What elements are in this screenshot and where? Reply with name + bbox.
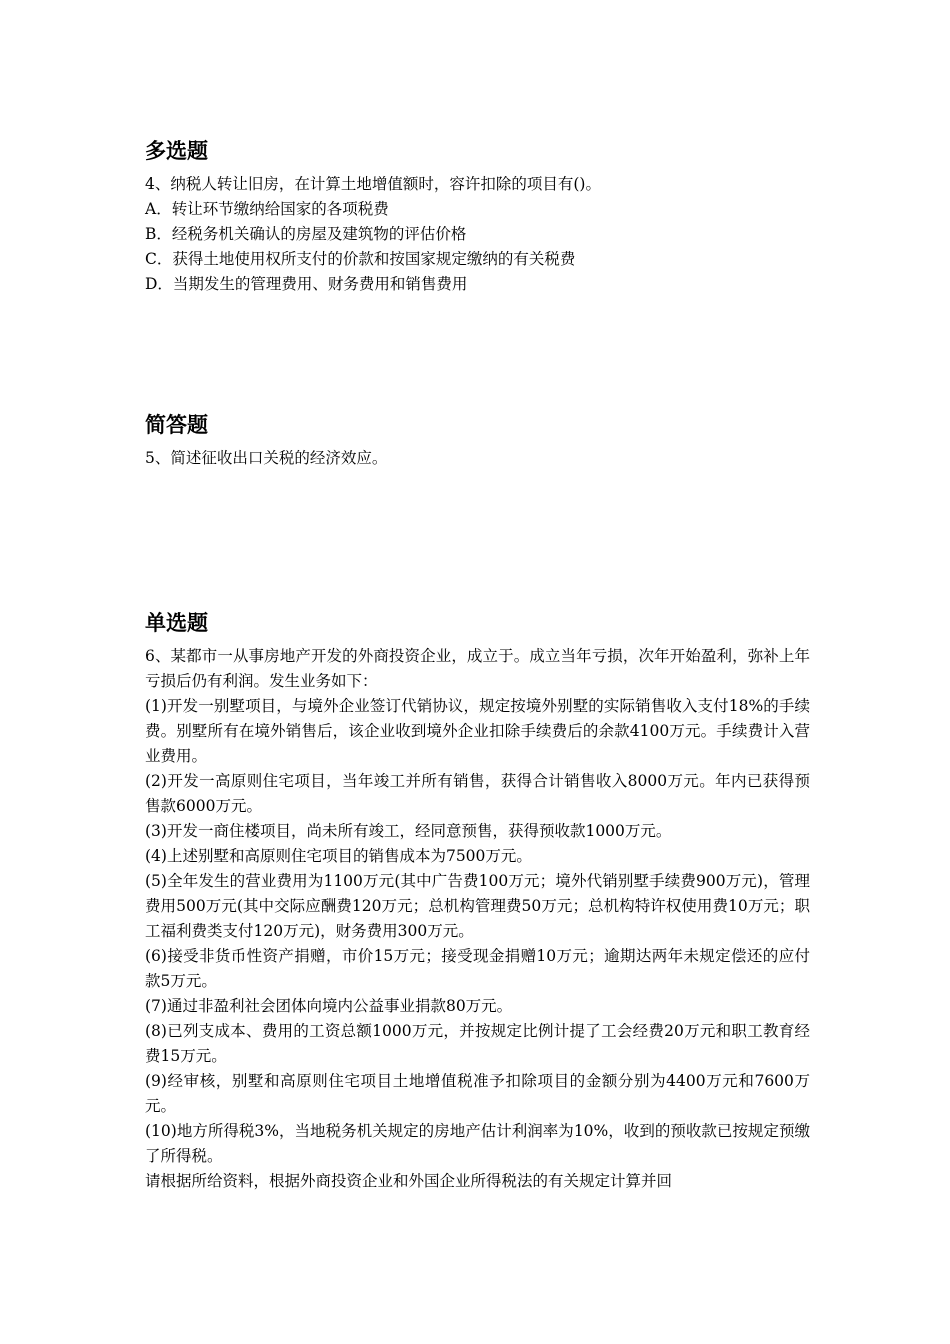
question-6-item-3: (3)开发一商住楼项目，尚未所有竣工，经同意预售，获得预收款1000万元。 xyxy=(145,822,672,840)
question-6-item-2: (2)开发一高原则住宅项目，当年竣工并所有销售，获得合计销售收入8000万元。年内已获得预售款6000万元。 xyxy=(145,772,810,815)
short-answer-section xyxy=(145,410,810,471)
question-6-item-7: (7)通过非盈利社会团体向境内公益事业捐款80万元。 xyxy=(145,997,513,1015)
question-6-item-1: (1)开发一别墅项目，与境外企业签订代销协议，规定按境外别墅的实际销售收入支付18%的手续费。别墅所有在境外销售后，该企业收到境外企业扣除手续费后的余款4100万元。手续费计入营业费用。 xyxy=(145,697,810,765)
multiple-choice-section xyxy=(145,136,810,297)
question-6-item-10: (10)地方所得税3%，当地税务机关规定的房地产估计利润率为10%，收到的预收款已按规定预缴了所得税。 xyxy=(145,1122,810,1165)
option-a: A．转让环节缴纳给国家的各项税费 xyxy=(145,200,389,218)
option-b: B．经税务机关确认的房屋及建筑物的评估价格 xyxy=(145,225,467,243)
section-heading-multiple-choice: 多选题 xyxy=(145,139,208,163)
question-6-item-9: (9)经审核，别墅和高原则住宅项目土地增值税准予扣除项目的金额分别为4400万元和7600万元。 xyxy=(145,1072,810,1115)
question-6-item-8: (8)已列支成本、费用的工资总额1000万元，并按规定比例计提了工会经费20万元和职工教育经费15万元。 xyxy=(145,1022,810,1065)
single-choice-section xyxy=(145,608,810,1194)
question-6-item-5: (5)全年发生的营业费用为1100万元(其中广告费100万元；境外代销别墅手续费900万元)，管理费用500万元(其中交际应酬费120万元；总机构管理费50万元；总机构特许权使用费10万元；职工福利费类支付120万元)，财务费用300万元。 xyxy=(145,872,810,940)
question-6-item-4: (4)上述别墅和高原则住宅项目的销售成本为7500万元。 xyxy=(145,847,532,865)
question-5-text: 5、简述征收出口关税的经济效应。 xyxy=(145,449,388,467)
question-6-instruction: 请根据所给资料，根据外商投资企业和外国企业所得税法的有关规定计算并回 xyxy=(145,1172,673,1190)
question-6-item-6: (6)接受非货币性资产捐赠，市价15万元；接受现金捐赠10万元；逾期达两年未规定偿还的应付款5万元。 xyxy=(145,947,810,990)
option-d: D．当期发生的管理费用、财务费用和销售费用 xyxy=(145,275,468,293)
question-6-intro: 6、某都市一从事房地产开发的外商投资企业，成立于。成立当年亏损，次年开始盈利，弥补上年亏损后仍有利润。发生业务如下： xyxy=(145,647,810,690)
question-4-text: 4、纳税人转让旧房，在计算土地增值额时，容许扣除的项目有()。 xyxy=(145,175,601,193)
section-heading-single-choice: 单选题 xyxy=(145,611,208,635)
section-heading-short-answer: 简答题 xyxy=(145,413,208,437)
option-c: C．获得土地使用权所支付的价款和按国家规定缴纳的有关税费 xyxy=(145,250,576,268)
